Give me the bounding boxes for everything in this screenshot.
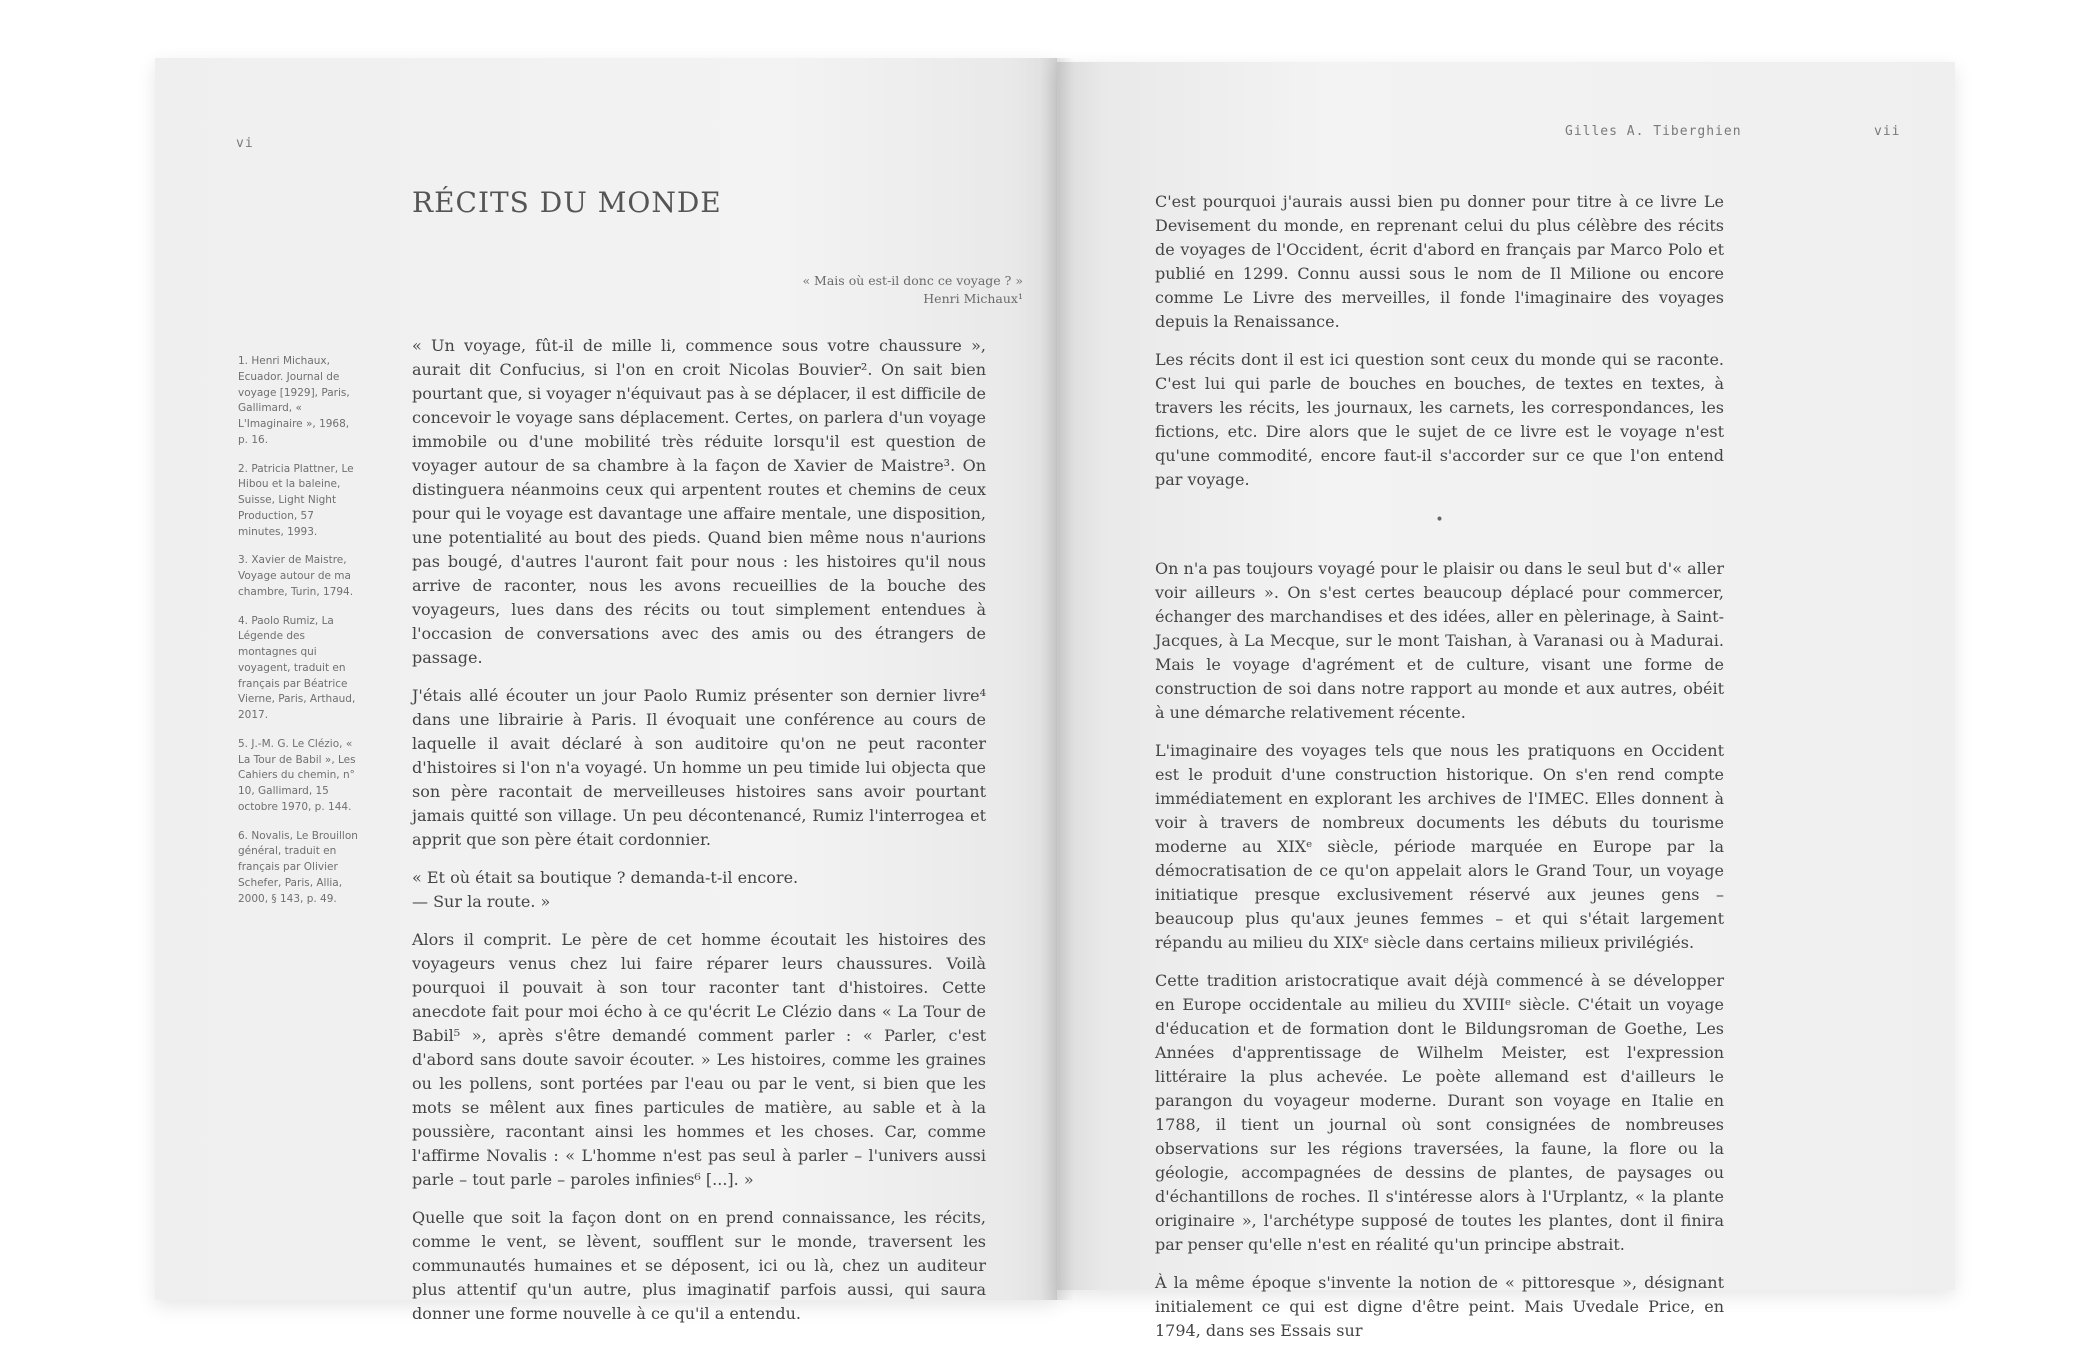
footnote-5: 5. J.-M. G. Le Clézio, « La Tour de Babil », Les Cahiers du chemin, n° 10, Gallimard, 15 octobre 1970, p. 144. bbox=[238, 737, 356, 813]
paragraph: J'étais allé écouter un jour Paolo Rumiz présenter son dernier livre⁴ dans une librairie à Paris. Il évoquait une conférence au cours de laquelle il avait déclaré à son auditoire qu'on ne peut raconter d'histoires si l'on n'a voyagé. Un homme un peu timide lui objecta que son père racontait de merveilleuses histoires sans avoir pourtant jamais quitté son village. Un peu décontenancé, Rumiz l'interrogea et apprit que son père était cordonnier. bbox=[412, 686, 986, 849]
footnote-1: 1. Henri Michaux, Ecuador. Journal de voyage [1929], Paris, Gallimard, « L'Imaginaire », 1968, p. 16. bbox=[238, 355, 350, 446]
paragraph: L'imaginaire des voyages tels que nous les pratiquons en Occident est le produit d'une construction historique. On s'en rend compte immédiatement en explorant les archives de l'IMEC. Elles donnent à voir à travers de nombreux documents les débuts du tourisme moderne au XIXᵉ siècle, période marquée en Europe par la démocratisation de ce qu'on appelait alors le Grand Tour, un voyage initiatique presque exclusivement réservé aux jeunes gens – beaucoup plus qu'aux jeunes femmes – et qui s'était largement répandu au milieu du XIXᵉ siècle dans certains milieux privilégiés. bbox=[1155, 741, 1724, 952]
epigraph-quote: « Mais où est-il donc ce voyage ? » bbox=[802, 273, 1023, 288]
paragraph: « Un voyage, fût-il de mille li, commence sous votre chaussure », aurait dit Confucius, si l'on en croit Nicolas Bouvier². On sait bien pourtant que, si voyager n'équivaut pas à se déplacer, il est difficile de concevoir le voyage sans déplacement. Certes, on parlera d'un voyage immobile ou d'une mobilité très réduite lorsqu'il est question de voyager autour de sa chambre à la façon de Xavier de Maistre³. On distinguera néanmoins ceux qui arpentent routes et chemins de ceux pour qui le voyage est davantage une affaire mentale, une disposition, une potentialité au bout des pieds. Quand bien même nous n'aurions pas bougé, d'autres l'auront fait pour nous : les histoires qu'il nous arrive de raconter, nous les avons recueillies de la bouche des voyageurs, lues dans des récits ou tout simplement entendues à l'occasion de conversations avec des amis ou des étrangers de passage. bbox=[412, 336, 986, 667]
book-gutter bbox=[1040, 58, 1074, 1300]
paragraph: Quelle que soit la façon dont on en prend connaissance, les récits, comme le vent, se lèvent, soufflent sur le monde, traversent les communautés humaines et se déposent, ici ou là, chez un auditeur plus attentif qu'un autre, plus imaginatif parfois aussi, qui saura donner une forme nouvelle à ce qu'il a entendu. bbox=[412, 1208, 986, 1323]
paragraph: C'est pourquoi j'aurais aussi bien pu donner pour titre à ce livre Le Devisement du monde, en reprenant celui du plus célèbre des récits de voyages de l'Occident, écrit d'abord en français par Marco Polo et publié en 1299. Connu aussi sous le nom de Il Milione ou encore comme Le Livre des merveilles, il fonde l'imaginaire des voyages depuis la Renaissance. bbox=[1155, 192, 1724, 331]
paragraph: À la même époque s'invente la notion de « pittoresque », désignant initialement ce qui est digne d'être peint. Mais Uvedale Price, en 1794, dans ses Essais sur bbox=[1155, 1273, 1724, 1340]
paragraph: Les récits dont il est ici question sont ceux du monde qui se raconte. C'est lui qui parle de bouches en bouches, de textes en textes, à travers les récits, les journaux, les carnets, les correspondances, les fictions, etc. Dire alors que le sujet de ce livre est le voyage n'est qu'une commodité, encore faut-il s'accorder sur ce que l'on entend par voyage. bbox=[1155, 350, 1724, 489]
epigraph bbox=[802, 272, 1023, 308]
right-body-text bbox=[1155, 190, 1724, 1357]
paragraph: Cette tradition aristocratique avait déjà commencé à se développer en Europe occidentale au milieu du XVIIIᵉ siècle. C'était un voyage d'éducation et de formation dont le Bildungsroman de Goethe, Les Années d'apprentissage de Wilhelm Meister, est l'expression littéraire la plus achevée. Le poète allemand est d'ailleurs le parangon du voyageur moderne. Durant son voyage en Italie en 1788, il tient un journal où sont consignées de nombreuses observations sur les régions traversées, la faune, la flore ou la géologie, accompagnées de dessins de plantes, de paysages ou d'échantillons de roches. Il s'intéresse alors à l'Urplantz, « la plante originaire », l'archétype supposé de toutes les plantes, dont il finira par penser qu'elle n'est en réalité qu'un principe abstrait. bbox=[1155, 971, 1724, 1254]
left-body-text bbox=[412, 334, 986, 1340]
dialog-line: « Et où était sa boutique ? demanda-t-il encore. bbox=[412, 868, 799, 887]
paragraph: Alors il comprit. Le père de cet homme écoutait les histoires des voyageurs venus chez lui faire réparer leurs chaussures. Voilà pourquoi il pouvait à son tour raconter tant d'histoires. Cette anecdote fait pour moi écho à ce qu'écrit Le Clézio dans « La Tour de Babil⁵ », après s'être demandé comment parler : « Parler, c'est d'abord sans doute savoir écouter. » Les histoires, comme les graines ou les pollens, sont portées par l'eau ou par le vent, si bien que les mots se mêlent aux fines particules de matière, au sable et à la poussière, racontant ainsi les hommes et les choses. Car, comme l'affirme Novalis : « L'homme n'est pas seul à parler – l'univers aussi parle – tout parle – paroles infinies⁶ [...]. » bbox=[412, 930, 986, 1189]
running-head: Gilles A. Tiberghien bbox=[1565, 124, 1742, 139]
section-break: • bbox=[1435, 512, 1444, 528]
left-folio: vi bbox=[236, 136, 254, 151]
footnote-4: 4. Paolo Rumiz, La Légende des montagnes qui voyagent, traduit en français par Béatrice Vierne, Paris, Arthaud, 2017. bbox=[238, 614, 356, 721]
footnote-6: 6. Novalis, Le Brouillon général, traduit en français par Olivier Schefer, Paris, Allia, 2000, § 143, p. 49. bbox=[238, 829, 358, 905]
dialog-line: — Sur la route. » bbox=[412, 892, 551, 911]
epigraph-author: Henri Michaux¹ bbox=[923, 291, 1023, 307]
dialog-block bbox=[412, 866, 986, 914]
footnote-3: 3. Xavier de Maistre, Voyage autour de ma chambre, Turin, 1794. bbox=[238, 554, 354, 598]
chapter-title: RÉCITS DU MONDE bbox=[412, 186, 722, 219]
paragraph: On n'a pas toujours voyagé pour le plaisir ou dans le seul but d'« aller voir ailleurs ». On s'est certes beaucoup déplacé pour commercer, échanger des marchandises et des idées, aller en pèlerinage, à Saint-Jacques, à La Mecque, sur le mont Taishan, à Varanasi ou à Madurai. Mais le voyage d'agrément et de culture, visant une forme de construction de soi dans notre rapport au monde et aux autres, obéit à une démarche relativement récente. bbox=[1155, 559, 1724, 722]
footnotes bbox=[238, 354, 358, 920]
right-folio: vii bbox=[1874, 124, 1901, 139]
footnote-2: 2. Patricia Plattner, Le Hibou et la baleine, Suisse, Light Night Production, 57 minutes, 1993. bbox=[238, 462, 354, 538]
